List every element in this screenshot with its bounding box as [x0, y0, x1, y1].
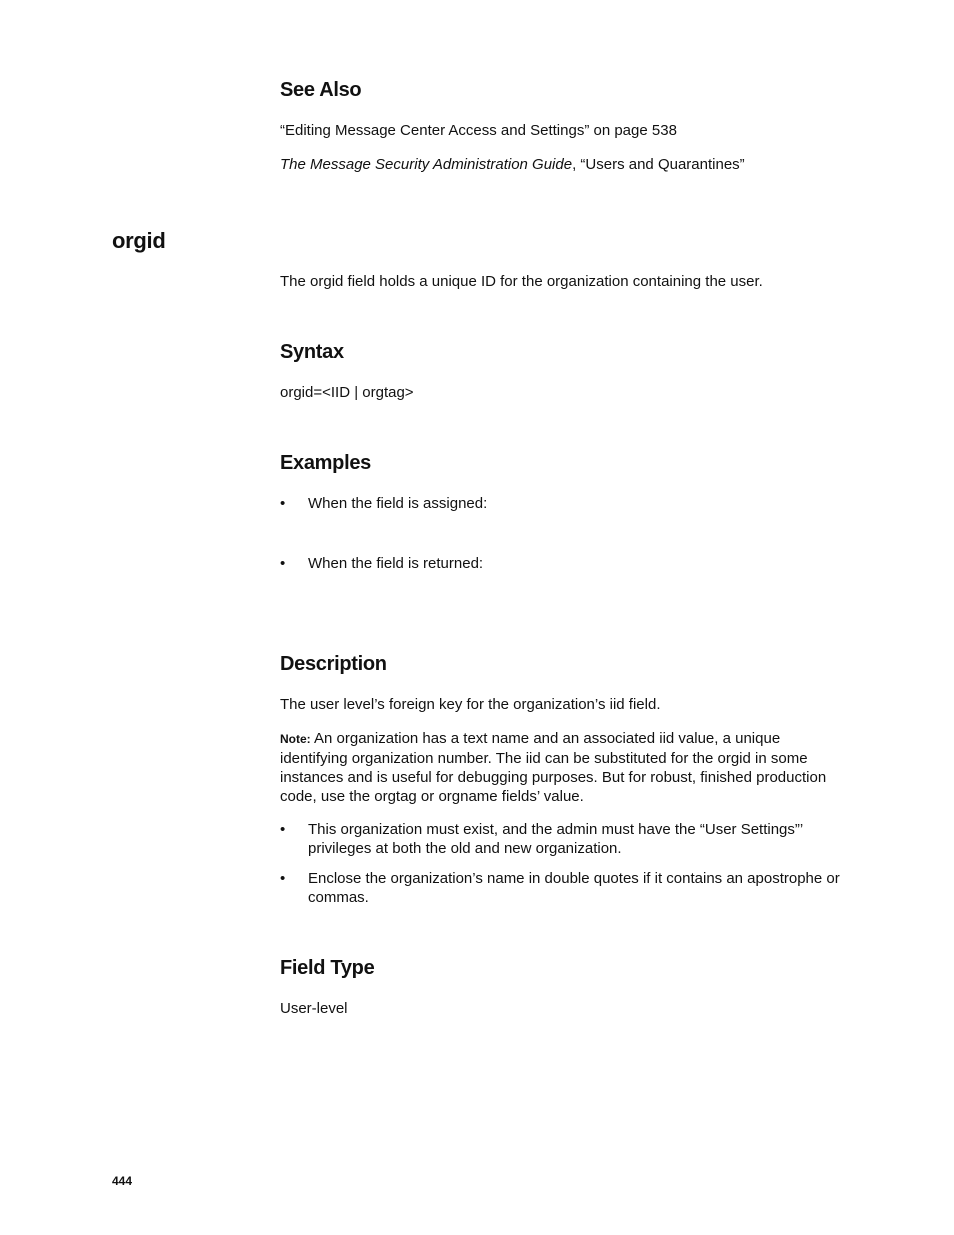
field-type-heading: Field Type	[280, 957, 375, 979]
description-note	[280, 729, 840, 806]
description-bullet-2: Enclose the organization’s name in double quotes if it contains an apostrophe or commas.	[308, 870, 840, 906]
bullet-icon: •	[280, 821, 286, 838]
syntax-heading: Syntax	[280, 341, 344, 363]
syntax-code: orgid=<IID | orgtag>	[280, 384, 414, 401]
field-type-value: User-level	[280, 1000, 348, 1017]
section-title: orgid	[112, 228, 166, 253]
list-item	[280, 554, 840, 573]
bullet-icon: •	[280, 495, 286, 512]
see-also-reference-2	[280, 155, 880, 174]
note-text: An organization has a text name and an associated iid value, a unique identifying organization number. The iid can be substituted for the orgid in some instances and is useful for debugging purposes. But for robust, finished production code, use the orgtag or orgname fields’ value.	[280, 730, 827, 805]
description-bullet-1: This organization must exist, and the admin must have the “User Settings”’ privileges at both the old and new organization.	[308, 821, 803, 857]
guide-title: The Message Security Administration Guide	[280, 156, 573, 173]
note-label: Note:	[280, 732, 311, 746]
example-returned: When the field is returned:	[308, 555, 484, 572]
bullet-icon: •	[280, 555, 286, 572]
page-number: 444	[112, 1174, 133, 1188]
bullet-icon: •	[280, 870, 286, 887]
description-text: The user level’s foreign key for the organization’s iid field.	[280, 696, 661, 713]
list-item	[280, 494, 840, 513]
list-item	[280, 869, 840, 907]
list-item	[280, 820, 840, 858]
description-heading: Description	[280, 653, 387, 675]
see-also-heading: See Also	[280, 79, 362, 101]
see-also-reference-1[interactable]: “Editing Message Center Access and Settings” on page 538	[280, 122, 677, 139]
examples-heading: Examples	[280, 452, 371, 474]
guide-chapter: , “Users and Quarantines”	[572, 156, 745, 173]
section-intro: The orgid field holds a unique ID for the organization containing the user.	[280, 273, 763, 290]
example-assigned: When the field is assigned:	[308, 495, 488, 512]
